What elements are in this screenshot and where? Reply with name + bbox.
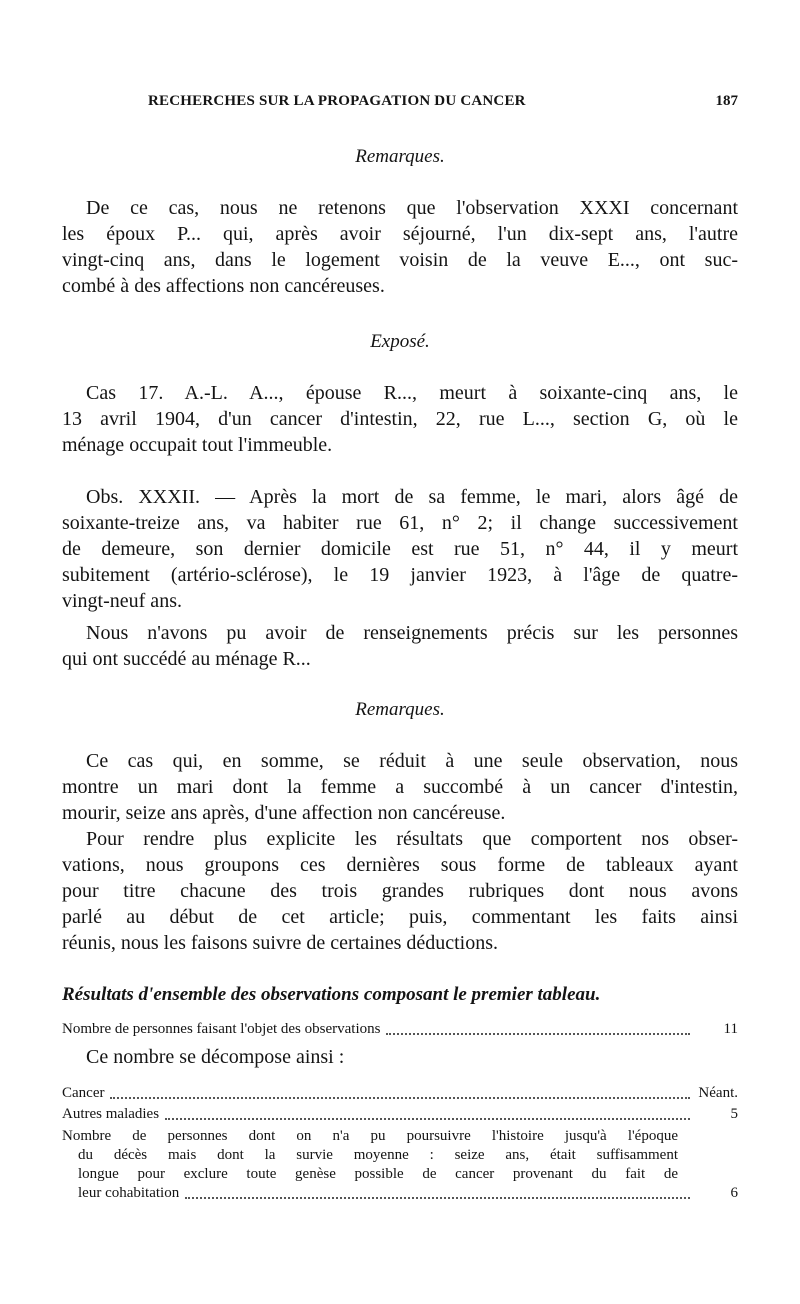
text-line: vingt-neuf ans. (62, 590, 182, 612)
text-line: parlé au début de cet article; puis, commentant les faits ainsi (62, 906, 738, 928)
section-heading-remarques-2: Remarques. (355, 699, 445, 720)
text-line: De ce cas, nous ne retenons que l'observation XXXI concernant (86, 197, 738, 219)
text-line: Cas 17. A.-L. A..., épouse R..., meurt à soixante-cinq ans, le (86, 382, 738, 404)
text-line: ménage occupait tout l'immeuble. (62, 434, 333, 456)
dot-leader (165, 1106, 690, 1120)
total-label: Nombre de personnes faisant l'objet des observations (62, 1021, 381, 1037)
text-line: Pour rendre plus explicite les résultats que comportent nos obser- (86, 828, 738, 850)
total-value: 11 (723, 1021, 738, 1037)
section-heading-expose: Exposé. (370, 331, 430, 352)
running-head (148, 93, 738, 119)
paragraph-obs-xxxii (62, 484, 738, 614)
text-line: qui ont succédé au ménage R... (62, 648, 311, 670)
text-line: Ce cas qui, en somme, se réduit à une seule observation, nous (86, 750, 738, 772)
row-label: Autres maladies (62, 1106, 160, 1122)
text-line: Nous n'avons pu avoir de renseignements précis sur les personnes (86, 622, 738, 644)
text-line: combé à des affections non cancéreuses. (62, 275, 385, 297)
paragraph-successors (62, 620, 738, 672)
text-line: pour titre chacune des trois grandes rubriques dont nous avons (62, 880, 738, 902)
text-line: vations, nous groupons ces dernières sous forme de tableaux ayant (62, 854, 738, 876)
text-line: 13 avril 1904, d'un cancer d'intestin, 22, rue L..., section G, où le (62, 408, 738, 430)
total-row (62, 1020, 738, 1039)
row-label: Cancer (62, 1085, 105, 1101)
dot-leader (110, 1085, 690, 1099)
paragraph-remarques-2a (62, 748, 738, 826)
dot-leader (185, 1185, 690, 1199)
text-line: Obs. XXXII. — Après la mort de sa femme, le mari, alors âgé de (86, 486, 738, 508)
text-line: les époux P... qui, après avoir séjourné, l'un dix-sept ans, l'autre (62, 223, 738, 245)
text-line: montre un mari dont la femme a succombé à un cancer d'intestin, (62, 776, 738, 798)
running-title: RECHERCHES SUR LA PROPAGATION DU CANCER (148, 93, 526, 109)
text-line: Nombre de personnes dont on n'a pu poursuivre l'histoire jusqu'à l'époque (62, 1128, 678, 1144)
row-cancer (62, 1084, 738, 1103)
text-line: de demeure, son dernier domicile est rue 51, n° 44, il y meurt (62, 538, 738, 560)
text-line: soixante-treize ans, va habiter rue 61, n° 2; il change successivement (62, 512, 738, 534)
row-label-last: leur cohabitation (78, 1185, 180, 1201)
text-line: subitement (artério-sclérose), le 19 janvier 1923, à l'âge de quatre- (62, 564, 738, 586)
row-label-multiline (62, 1127, 678, 1184)
page-number: 187 (715, 93, 738, 109)
section-heading-remarques-1: Remarques. (355, 146, 445, 167)
text-line: réunis, nous les faisons suivre de certaines déductions. (62, 932, 499, 954)
text-line: du décès mais dont la survie moyenne : seize ans, était suffisamment (78, 1147, 678, 1163)
paragraph-remarques-2b (62, 826, 738, 956)
decompose-label: Ce nombre se décompose ainsi : (86, 1046, 345, 1068)
text-line: vingt-cinq ans, dans le logement voisin de la veuve E..., ont suc- (62, 249, 738, 271)
text-line: mourir, seize ans après, d'une affection non cancéreuse. (62, 802, 506, 824)
paragraph-remarques-1 (62, 195, 738, 299)
row-unknown-history (62, 1127, 738, 1203)
row-value: 6 (730, 1185, 738, 1201)
row-value: Néant. (698, 1085, 738, 1101)
row-value: 5 (730, 1106, 738, 1122)
dot-leader (386, 1021, 690, 1035)
row-autres-maladies (62, 1105, 738, 1124)
paragraph-case-17 (62, 380, 738, 458)
text-line: longue pour exclure toute genèse possible de cancer provenant du fait de (78, 1166, 678, 1182)
results-title: Résultats d'ensemble des observations composant le premier tableau. (62, 984, 601, 1005)
